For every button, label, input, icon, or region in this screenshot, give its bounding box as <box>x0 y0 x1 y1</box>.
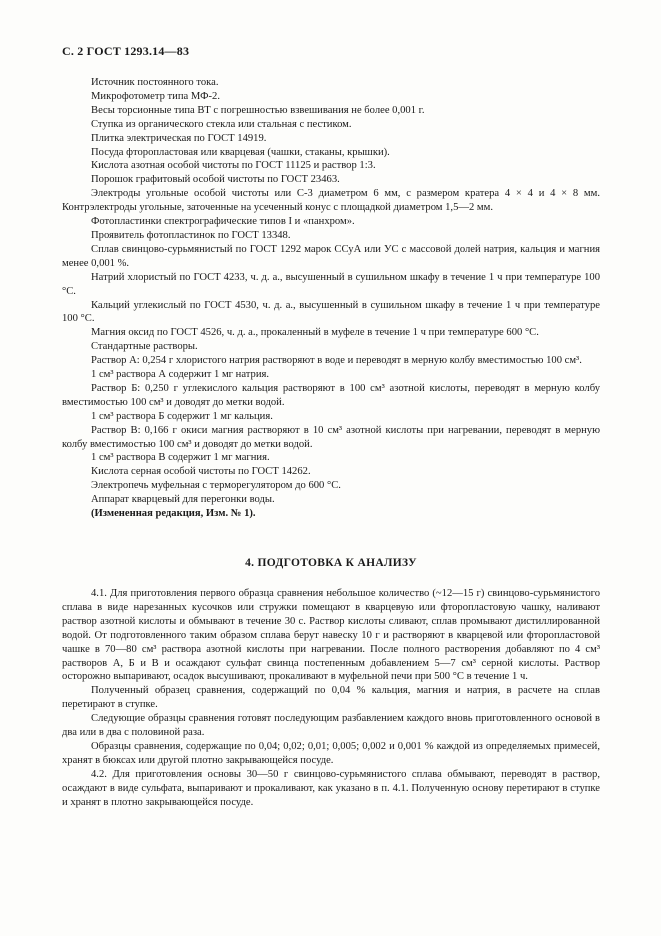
list-item: Проявитель фотопластинок по ГОСТ 13348. <box>91 229 291 241</box>
paragraph: 4.1. Для приготовления первого образца сравнения небольшое количество (~12—15 г) свинцово-сурьмянистого сплава в виде нарезанных кусочков или стружки помещают в кварцевую или фторопластовую чашку, наливают раствор азотной кислоты и обмывают в течение 30 с. Раствор кислоты сливают, сплав промывают дистиллированной водой. От подготовленного таким образом сплава берут навеску 10 г и растворяют в кварцевой или фторопластовой чашке в 70—80 см³ раствора азотной кислоты при нагревании. После полного растворения добавляют по 4 см³ растворов А, Б и В и осаждают сульфат свинца постепенным добавлением 5—7 см³ серной кислоты. Раствор осторожно выпаривают, осадок высушивают, прокаливают в муфельной печи при 500 °С в течение 1 ч. <box>62 588 600 683</box>
list-item: Источник постоянного тока. <box>91 77 219 88</box>
list-item: Сплав свинцово-сурьмянистый по ГОСТ 1292 марок ССуА или УС с массовой долей натрия, кальция и магния менее 0,001 %. <box>62 243 600 269</box>
list-item: Электропечь муфельная с терморегулятором до 600 °С. <box>91 480 341 492</box>
paragraph: 4.2. Для приготовления основы 30—50 г свинцово-сурьмянистого сплава обмывают, переводят в раствор, осаждают в виде сульфата, выпаривают и прокаливают, как указано в п. 4.1. Полученную основу перетирают в ступке и хранят в плотно закрывающейся посуде. <box>62 768 600 808</box>
list-item: Стандартные растворы. <box>91 341 198 353</box>
list-item: 1 см³ раствора А содержит 1 мг натрия. <box>91 369 270 381</box>
list-item: Плитка электрическая по ГОСТ 14919. <box>91 132 267 144</box>
section-body <box>62 587 600 810</box>
list-item: Кальций углекислый по ГОСТ 4530, ч. д. а., высушенный в сушильном шкафу в течение 1 ч при температуре 100 °С. <box>62 299 600 325</box>
list-item: Ступка из органического стекла или стальная с пестиком. <box>91 118 352 130</box>
paragraph: Полученный образец сравнения, содержащий по 0,04 % кальция, магния и натрия, в расчете на сплав перетирают в ступке. <box>62 685 600 711</box>
list-item: Раствор А: 0,254 г хлористого натрия растворяют в воде и переводят в мерную колбу вместимостью 100 см³. <box>91 355 582 367</box>
section-title: 4. ПОДГОТОВКА К АНАЛИЗУ <box>245 557 417 569</box>
list-item: Посуда фторопластовая или кварцевая (чашки, стаканы, крышки). <box>91 146 390 158</box>
list-item: Весы торсионные типа ВТ с погрешностью взвешивания не более 0,001 г. <box>91 104 425 116</box>
list-item: Кислота серная особой чистоты по ГОСТ 14262. <box>91 466 311 478</box>
list-item: Фотопластинки спектрографические типов I и «панхром». <box>91 216 355 228</box>
edit-note: (Измененная редакция, Изм. № 1). <box>91 508 256 520</box>
list-item: Раствор В: 0,166 г окиси магния растворяют в 10 см³ азотной кислоты при нагревании, переводят в мерную колбу вместимостью 100 см³ и доводят до метки водой. <box>62 424 600 450</box>
list-item: Аппарат кварцевый для перегонки воды. <box>91 494 275 506</box>
list-item: Порошок графитовый особой чистоты по ГОСТ 23463. <box>91 174 340 186</box>
list-item: 1 см³ раствора Б содержит 1 мг кальция. <box>91 410 273 422</box>
list-item: Раствор Б: 0,250 г углекислого кальция растворяют в 100 см³ азотной кислоты, переводят в мерную колбу вместимостью 100 см³ и доводят до метки водой. <box>62 382 600 408</box>
paragraph: Образцы сравнения, содержащие по 0,04; 0,02; 0,01; 0,005; 0,002 и 0,001 % каждой из определяемых примесей, хранят в бюксах или другой плотно закрывающейся посуде. <box>62 740 600 766</box>
list-item: Натрий хлористый по ГОСТ 4233, ч. д. а., высушенный в сушильном шкафу в течение 1 ч при температуре 100 °С. <box>62 271 600 297</box>
list-item: Магния оксид по ГОСТ 4526, ч. д. а., прокаленный в муфеле в течение 1 ч при температуре 600 °С. <box>91 327 539 339</box>
list-item: Кислота азотная особой чистоты по ГОСТ 11125 и раствор 1:3. <box>91 160 376 172</box>
list-item: Микрофотометр типа МФ-2. <box>91 90 220 102</box>
paragraph: Следующие образцы сравнения готовят последующим разбавлением каждого вновь приготовленного основой в два или в два с половиной раза. <box>62 713 600 739</box>
equipment-list <box>62 76 600 521</box>
list-item: 1 см³ раствора В содержит 1 мг магния. <box>91 452 270 464</box>
page-header: С. 2 ГОСТ 1293.14—83 <box>62 44 190 58</box>
list-item: Электроды угольные особой чистоты или С-3 диаметром 6 мм, с размером кратера 4 × 4 и 4 × 8 мм. Контрэлектроды угольные, заточенные на усеченный конус с площадкой диаметром 1,5—2 мм. <box>62 188 600 214</box>
